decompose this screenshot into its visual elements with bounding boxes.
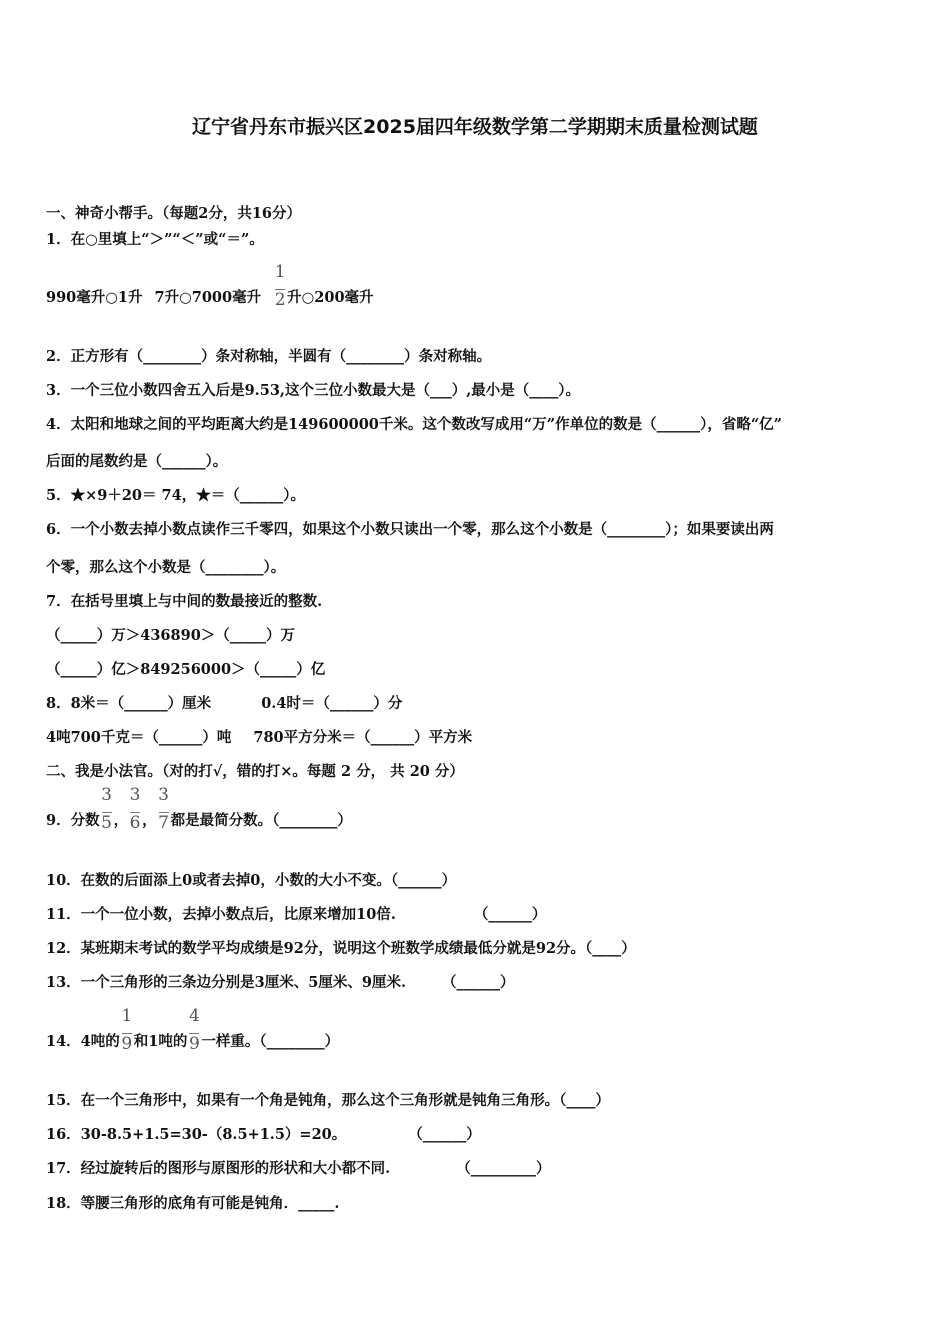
question-14: 14．4吨的 $\frac{1}{9}$ 和1吨的 $\frac{4}{9}$ 一样重。（________） [46, 1006, 340, 1054]
q16-answer: （______） [408, 1126, 481, 1143]
question-3: 3．一个三位小数四舍五入后是9.53,这个三位小数最大是（___）,最小是（____）。 [46, 382, 580, 399]
question-18: 18．等腰三角形的底角有可能是钝角．_____. [46, 1195, 340, 1212]
question-12: 12．某班期末考试的数学平均成绩是92分，说明这个班数学成绩最低分就是92分。（____） [46, 940, 636, 957]
q8-item-1: 8．8米＝（______）厘米 [46, 695, 212, 712]
q8-item-2: 0.4时＝（______）分 [261, 695, 403, 712]
question-1-items [46, 262, 374, 310]
question-6-line-1: 6．一个小数去掉小数点读作三千零四，如果这个小数只读出一个零，那么这个小数是（________）；如果要读出两 [46, 521, 774, 538]
section-1-heading: 一、神奇小帮手。（每题2分，共16分） [46, 205, 302, 222]
q1-item-b: 7升○7000毫升 [154, 289, 262, 306]
question-4-line-2: 后面的尾数约是（______）。 [46, 453, 228, 470]
fraction-3-6: $\frac{3}{6}$ [129, 785, 141, 833]
q1-item-a: 990毫升○1升 [46, 289, 143, 306]
q17-answer: （_________） [456, 1160, 551, 1177]
question-7-b: （_____）亿＞849256000＞（_____）亿 [46, 661, 326, 678]
q13-answer: （______） [442, 974, 515, 991]
section-2-heading: 二、我是小法官。（对的打√，错的打×。每题 2 分， 共 20 分） [46, 763, 464, 780]
question-17: 17．经过旋转后的图形与原图形的形状和大小都不同. （_________） [46, 1160, 551, 1177]
question-6-line-2: 个零，那么这个小数是（________）。 [46, 559, 286, 576]
fraction-3-5: $\frac{3}{5}$ [101, 785, 112, 833]
question-7-a: （_____）万＞436890＞（_____）万 [46, 627, 296, 644]
question-5: 5．★×9＋20＝ 74，★＝（______）。 [46, 487, 305, 504]
fraction-3-7: $\frac{3}{7}$ [158, 785, 169, 833]
question-4-line-1: 4．太阳和地球之间的平均距离大约是149600000千米。这个数改写成用“万”作单位的数是（______），省略“亿” [46, 416, 782, 433]
question-10: 10．在数的后面添上0或者去掉0，小数的大小不变。（______） [46, 872, 457, 889]
question-1: 1．在○里填上“＞”“＜”或“＝”。 [46, 231, 264, 248]
q1-item-c: 升○200毫升 [287, 289, 374, 306]
fraction-1-9: $\frac{1}{9}$ [121, 1006, 133, 1054]
question-16: 16．30-8.5+1.5=30-（8.5+1.5）=20。 （______） [46, 1126, 481, 1143]
question-8-row-1 [46, 692, 402, 713]
question-11: 11．一个一位小数，去掉小数点后，比原来增加10倍. （______） [46, 906, 547, 923]
question-2: 2．正方形有（________）条对称轴，半圆有（________）条对称轴。 [46, 348, 492, 365]
q11-answer: （______） [473, 906, 547, 923]
question-13: 13．一个三角形的三条边分别是3厘米、5厘米、9厘米. （______） [46, 974, 515, 991]
fraction-4-9: $\frac{4}{9}$ [188, 1006, 200, 1054]
q8-item-4: 780平方分米＝（______）平方米 [253, 729, 473, 746]
question-9: 9．分数 $\frac{3}{5}$ ， $\frac{3}{6}$ ， $\frac{3}{7}$ 都是最简分数。（________） [46, 785, 352, 833]
page-title: 辽宁省丹东市振兴区2025届四年级数学第二学期期末质量检测试题 [192, 116, 758, 138]
question-15: 15．在一个三角形中，如果有一个角是钝角，那么这个三角形就是钝角三角形。（____） [46, 1092, 610, 1109]
q8-item-3: 4吨700千克＝（______）吨 [46, 729, 232, 746]
question-7: 7．在括号里填上与中间的数最接近的整数. [46, 593, 323, 610]
fraction-one-half: $\frac{1}{2}$ [274, 262, 286, 310]
question-8-row-2 [46, 726, 472, 747]
